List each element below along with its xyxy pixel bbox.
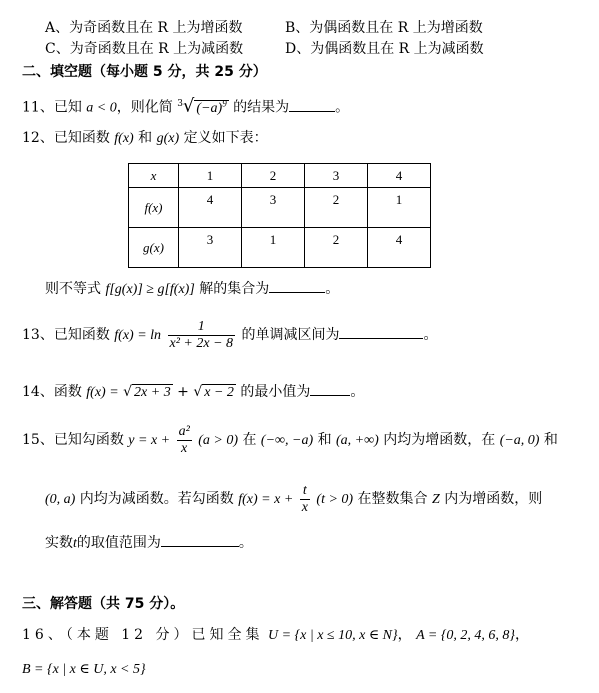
q12-after2: 解的集合为: [199, 281, 270, 297]
q12-and: 和: [138, 130, 153, 146]
q15-cond: (a > 0): [198, 433, 238, 448]
q15-dec: 内均为减函数。若勾函数: [79, 491, 234, 507]
q15-y: y = x +: [128, 433, 171, 448]
question-13: [22, 318, 437, 353]
q15-int3: (−a, 0): [499, 433, 540, 448]
q11-radicand: (−a): [196, 100, 223, 116]
q15-den2: x: [301, 499, 308, 515]
table-cell: 1: [242, 228, 305, 268]
q15-in1: 在: [242, 432, 257, 448]
q14-end: 。: [350, 384, 365, 400]
section3-heading: 三、解答题（共 75 分）。: [22, 596, 185, 612]
question-14: [22, 381, 364, 403]
q15-and2: 和: [543, 432, 558, 448]
q16-comma: ，: [397, 627, 412, 643]
q16-prefix: 16、（本题 12 分）已知全集: [22, 627, 264, 643]
table-cell: f(x): [129, 188, 179, 228]
table-cell: g(x): [129, 228, 179, 268]
radical-sign: √: [193, 384, 203, 400]
q15-int1: (−∞, −a): [260, 433, 314, 448]
q15-int4: (0, a): [45, 492, 76, 507]
q16-comma2: ，: [515, 627, 530, 643]
question-15-line2: [45, 482, 542, 517]
q15-fx: f(x) = x +: [238, 492, 294, 507]
q11-root-index: 3: [177, 99, 183, 109]
q14-answer-blank: [310, 381, 350, 396]
q11-mid: ，则化简: [116, 99, 173, 116]
q16-A: A = {0, 2, 4, 6, 8}: [416, 628, 516, 643]
table-header-cell: 1: [179, 164, 242, 188]
q12-ineq: f[g(x)] ≥ g[f(x)]: [105, 282, 195, 297]
table-header-cell: x: [129, 164, 179, 188]
q15-den: x: [181, 440, 188, 456]
q15-line3b: 的取值范围为: [76, 535, 161, 551]
q11-radicand-wrap: [194, 100, 228, 116]
option-b: B、为偶函数且在 R 上为增函数: [285, 20, 483, 36]
table-cell: 2: [305, 228, 368, 268]
table-cell: 3: [242, 188, 305, 228]
q15-int2: (a, +∞): [336, 433, 379, 448]
q13-den: x² + 2x − 8: [169, 335, 234, 351]
q14-r2: x − 2: [204, 385, 234, 400]
q11-power: 9: [222, 98, 227, 108]
q13-fx: f(x) = ln: [114, 328, 162, 343]
table-cell: 4: [368, 228, 431, 268]
q11-suffix: 的结果为: [233, 99, 290, 116]
q14-suffix: 的最小值为: [240, 384, 311, 400]
q15-Z: Z: [431, 492, 440, 507]
question-11: [22, 93, 349, 119]
q11-end: 。: [335, 99, 350, 116]
table-cell: 2: [305, 188, 368, 228]
q11-answer-blank: [289, 97, 335, 112]
table-cell: 1: [368, 188, 431, 228]
q13-prefix: 13、已知函数: [22, 327, 110, 343]
q15-answer-blank: [161, 532, 239, 547]
q12-g: g(x): [156, 131, 180, 146]
q15-rest: 在整数集合: [357, 491, 428, 507]
q12-f: f(x): [114, 131, 134, 146]
table-header-cell: 2: [242, 164, 305, 188]
function-table: [128, 163, 431, 268]
table-cell: 4: [179, 188, 242, 228]
table-row: [129, 188, 431, 228]
question-12: [22, 128, 268, 149]
table-header-cell: 4: [368, 164, 431, 188]
q15-fraction: [177, 424, 192, 457]
q16-B: B = {x | x ∈ U, x < 5}: [22, 662, 146, 677]
q13-answer-blank: [339, 324, 423, 339]
q13-end: 。: [423, 327, 438, 343]
q12-tail: 定义如下表：: [183, 130, 268, 146]
section2-heading: 二、填空题（每小题 5 分，共 25 分）: [22, 64, 267, 80]
q15-rest2: 内为增函数，则: [444, 491, 543, 507]
q13-num: 1: [168, 319, 236, 336]
q15-num: a²: [178, 423, 190, 439]
q15-end: 。: [238, 535, 253, 551]
radical-sign: √: [182, 95, 195, 117]
question-15-line1: [22, 423, 558, 458]
q15-and: 和: [317, 432, 332, 448]
option-d: D、为偶函数且在 R 上为减函数: [285, 41, 484, 57]
q15-num2: t: [300, 483, 310, 500]
q15-fraction2: [300, 483, 310, 516]
q11-cond: a < 0: [86, 100, 117, 116]
q12-answer-blank: [269, 278, 325, 293]
question-16: [22, 625, 529, 646]
q14-prefix: 14、函数: [22, 384, 82, 400]
option-c: C、为奇函数且在 R 上为减函数: [45, 41, 244, 57]
q13-fraction: [168, 319, 236, 352]
q15-cond2: (t > 0): [316, 492, 354, 507]
table-row: [129, 228, 431, 268]
table-row: [129, 164, 431, 188]
q16-U: U = {x | x ≤ 10, x ∈ N}: [267, 628, 398, 643]
q13-suffix: 的单调减区间为: [241, 327, 340, 343]
q15-prefix: 15、已知勾函数: [22, 432, 124, 448]
q11-prefix: 11、已知: [22, 99, 82, 116]
option-a: A、为奇函数且在 R 上为增函数: [45, 20, 243, 36]
q15-t: t: [73, 536, 77, 551]
q14-fx: f(x) =: [86, 385, 119, 400]
radical-sign: √: [123, 384, 133, 400]
q14-plus: +: [177, 384, 189, 400]
q12-intro: 12、已知函数: [22, 130, 110, 146]
table-cell: 3: [179, 228, 242, 268]
q15-line3a: 实数: [45, 535, 73, 551]
question-15-line3: [45, 532, 253, 554]
table-header-cell: 3: [305, 164, 368, 188]
q14-r1: 2x + 3: [134, 385, 171, 400]
q12-end: 。: [325, 281, 340, 297]
question-12-ask: [45, 278, 339, 300]
q12-after: 则不等式: [45, 281, 101, 297]
q15-inc: 内均为增函数，在: [383, 432, 496, 448]
